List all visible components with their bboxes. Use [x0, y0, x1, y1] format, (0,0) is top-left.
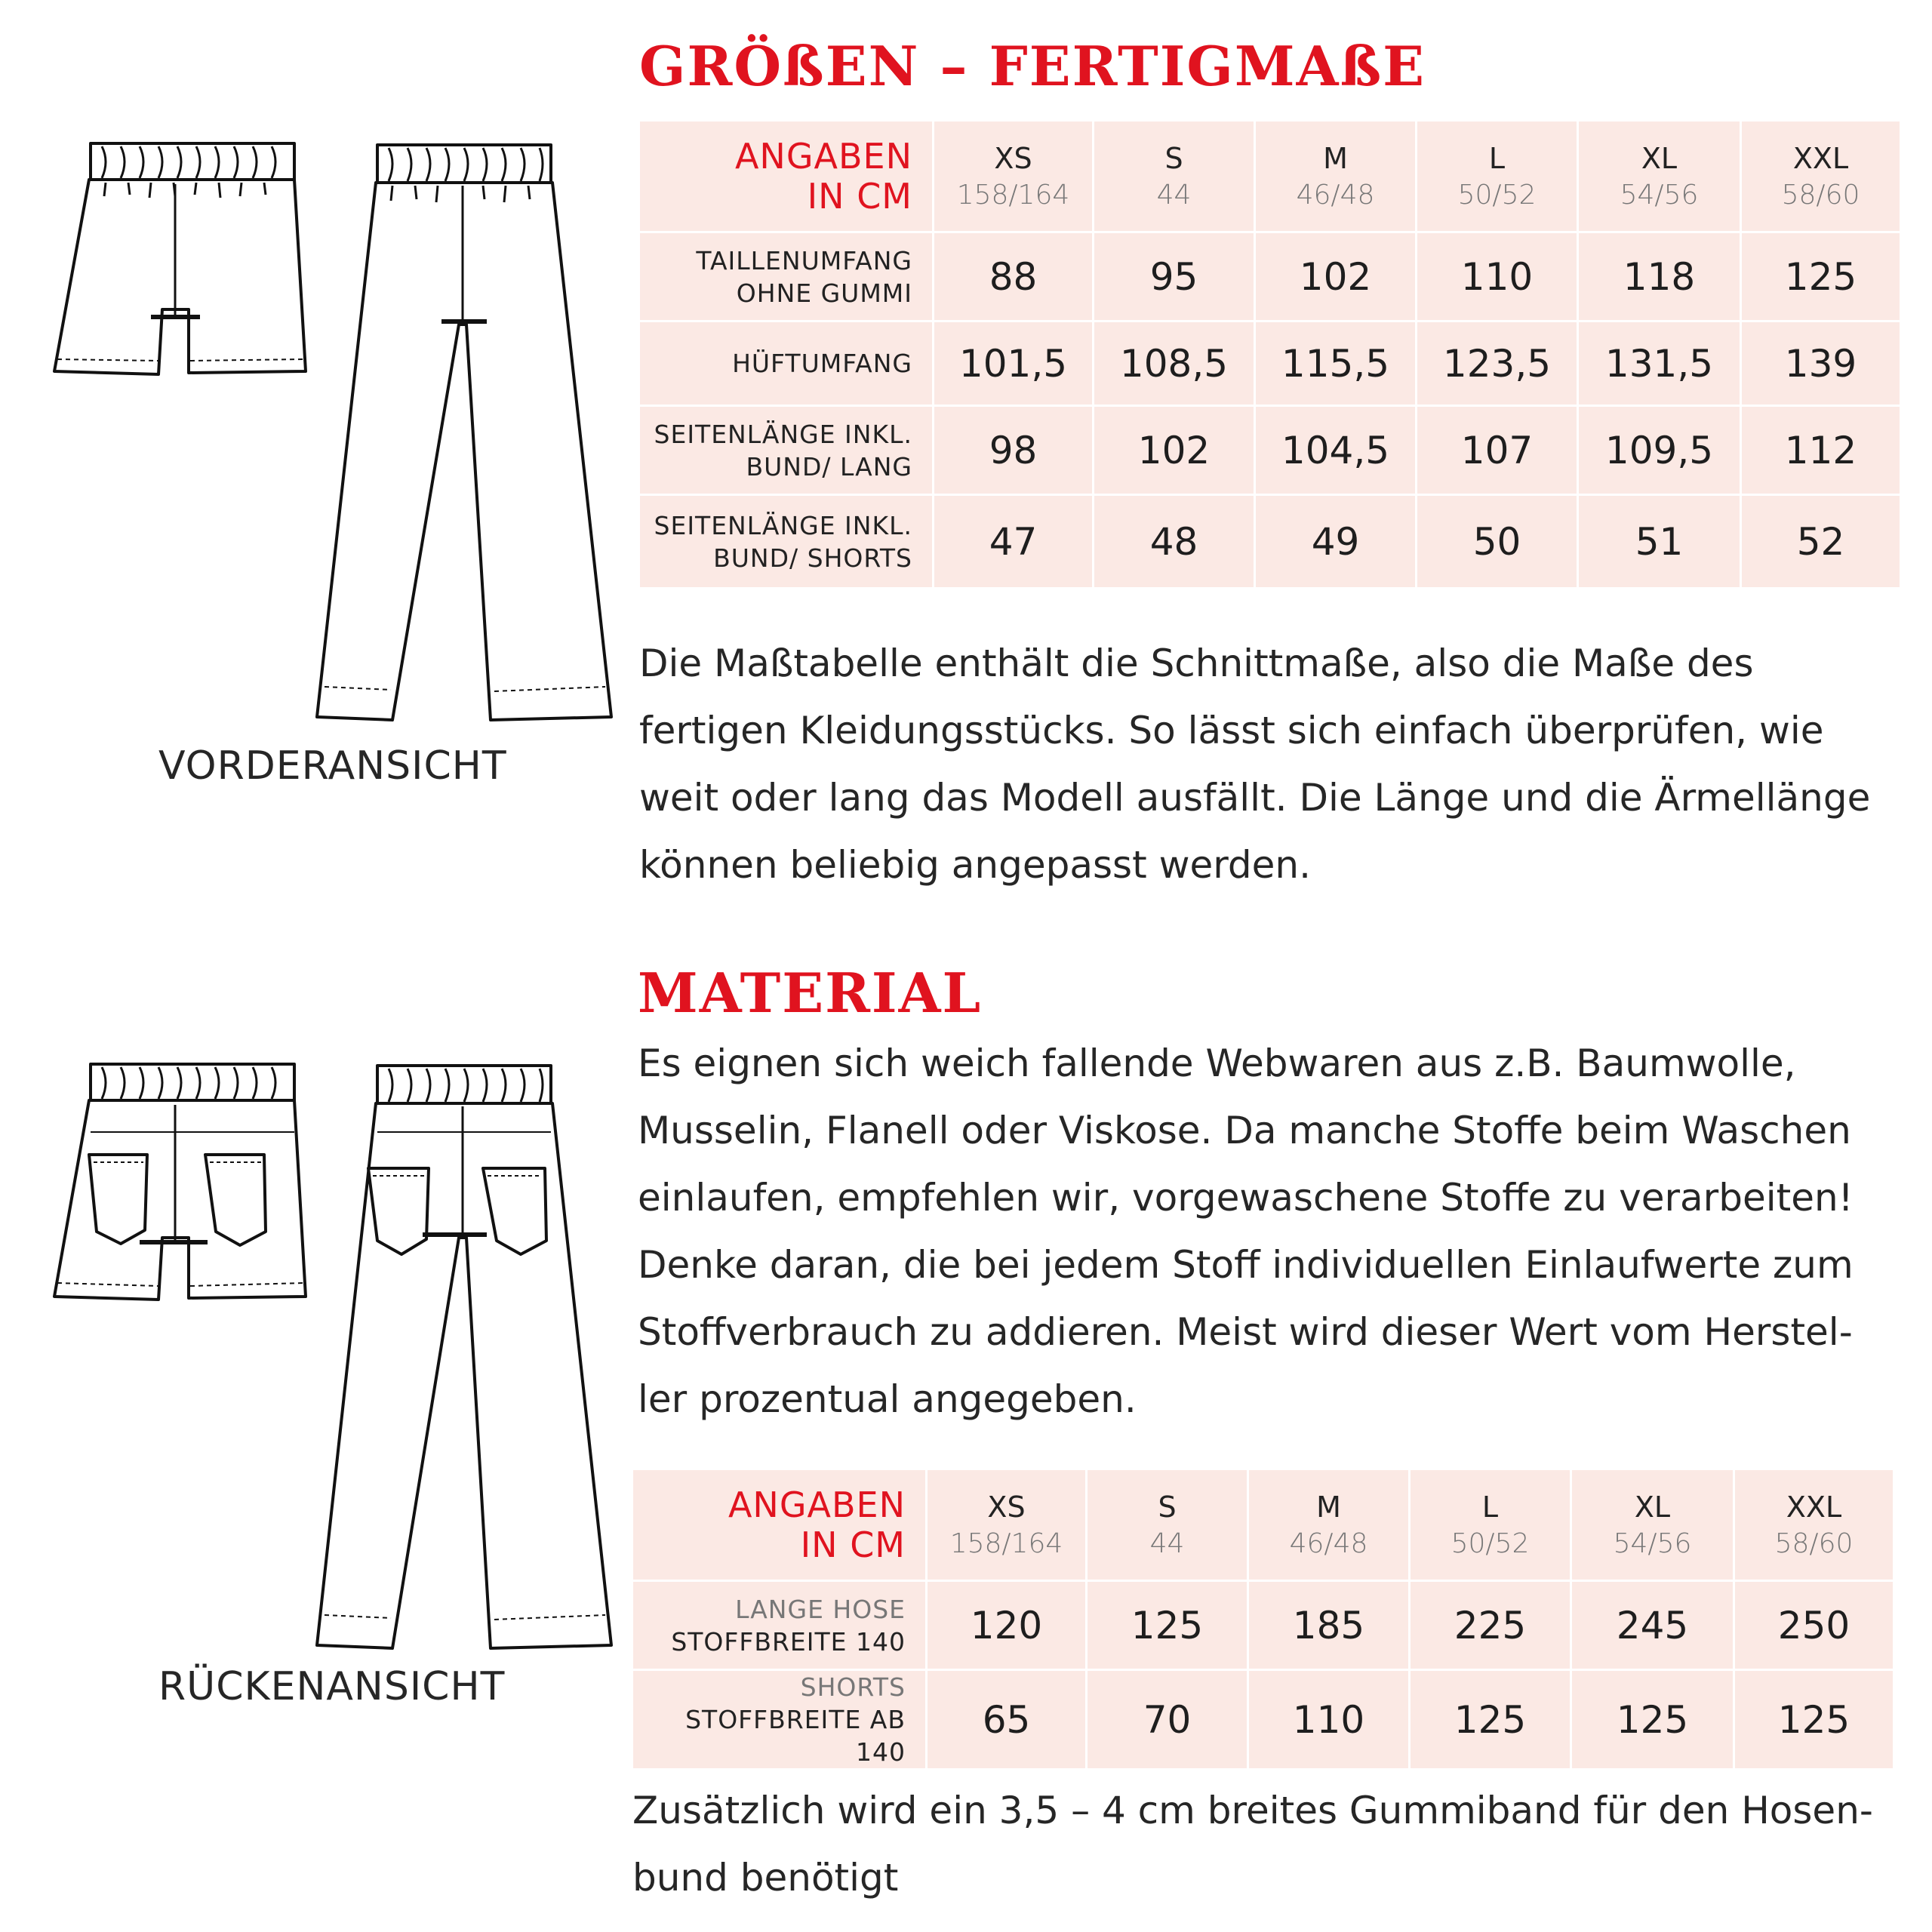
table-cell: 125	[1410, 1670, 1571, 1770]
size-header-s: S 44	[1087, 1469, 1248, 1581]
size-header-xl: XL 54/56	[1578, 121, 1741, 232]
table-cell: 250	[1734, 1581, 1894, 1670]
text-line: weit oder lang das Modell ausfällt. Die Länge und die Ärmellänge	[639, 776, 1871, 820]
table-cell: 108,5	[1094, 321, 1255, 406]
text-line: Zusätzlich wird ein 3,5 – 4 cm breites Gummiband für den Hosen-	[632, 1789, 1873, 1832]
front-pants-drawing	[302, 136, 619, 732]
table-cell: 115,5	[1255, 321, 1417, 406]
text-line: bund benötigt	[632, 1856, 899, 1900]
table-row	[639, 321, 1901, 406]
table-row	[632, 1670, 1894, 1770]
front-shorts-drawing	[45, 136, 317, 392]
table-cell: 125	[1734, 1670, 1894, 1770]
text-line: ler prozentual angegeben.	[638, 1377, 1137, 1421]
table-cell: 70	[1087, 1670, 1248, 1770]
elastic-footnote	[632, 1777, 1915, 1912]
table-cell: 245	[1571, 1581, 1734, 1670]
text-line: fertigen Kleidungsstücks. So lässt sich einfach überprüfen, wie	[639, 709, 1824, 752]
row-label: SEITENLÄNGE INKL. BUND/ LANG	[639, 406, 934, 495]
back-shorts-drawing	[45, 1057, 317, 1313]
table-cell: 109,5	[1578, 406, 1741, 495]
size-header-xs: XS 158/164	[934, 121, 1094, 232]
table-cell: 50	[1417, 495, 1578, 589]
table-cell: 112	[1741, 406, 1901, 495]
size-header-xxl: XXL 58/60	[1741, 121, 1901, 232]
table-cell: 107	[1417, 406, 1578, 495]
sizes-heading: GRÖßEN – FERTIGMAßE	[639, 34, 1426, 98]
row-label: SEITENLÄNGE INKL. BUND/ SHORTS	[639, 495, 934, 589]
table-cell: 47	[934, 495, 1094, 589]
material-description	[638, 1030, 1913, 1433]
text-line: Es eignen sich weich fallende Webwaren aus z.B. Baumwolle,	[638, 1041, 1796, 1085]
row-label: HÜFTUMFANG	[639, 321, 934, 406]
table-row	[632, 1581, 1894, 1670]
table-cell: 49	[1255, 495, 1417, 589]
row-label: LANGE HOSE STOFFBREITE 140	[632, 1581, 927, 1670]
table-cell: 120	[927, 1581, 1087, 1670]
table-cell: 139	[1741, 321, 1901, 406]
table-cell: 95	[1094, 232, 1255, 321]
size-header-l: L 50/52	[1417, 121, 1578, 232]
table-cell: 88	[934, 232, 1094, 321]
text-line: Stoffverbrauch zu addieren. Meist wird dieser Wert vom Herstel-	[638, 1310, 1853, 1354]
table-cell: 102	[1094, 406, 1255, 495]
unit-header: ANGABEN IN CM	[632, 1469, 927, 1581]
fabric-requirements-table	[631, 1468, 1895, 1770]
front-view-caption: VORDERANSICHT	[158, 743, 507, 789]
text-line: einlaufen, empfehlen wir, vorgewaschene Stoffe zu verarbeiten!	[638, 1176, 1854, 1220]
row-label: TAILLENUMFANG OHNE GUMMI	[639, 232, 934, 321]
table-cell: 110	[1248, 1670, 1410, 1770]
row-label: SHORTS STOFFBREITE AB 140	[632, 1670, 927, 1770]
material-heading: MATERIAL	[638, 961, 983, 1025]
table-header-row	[639, 121, 1901, 232]
size-header-s: S 44	[1094, 121, 1255, 232]
table-cell: 48	[1094, 495, 1255, 589]
table-cell: 98	[934, 406, 1094, 495]
table-cell: 123,5	[1417, 321, 1578, 406]
text-line: können beliebig angepasst werden.	[639, 843, 1312, 887]
table-cell: 225	[1410, 1581, 1571, 1670]
text-line: Die Maßtabelle enthält die Schnittmaße, also die Maße des	[639, 641, 1754, 685]
back-pants-drawing	[302, 1057, 619, 1660]
text-line: Denke daran, die bei jedem Stoff individuellen Einlaufwerte zum	[638, 1243, 1854, 1287]
table-cell: 118	[1578, 232, 1741, 321]
size-header-m: M 46/48	[1248, 1469, 1410, 1581]
size-header-xs: XS 158/164	[927, 1469, 1087, 1581]
table-row	[639, 495, 1901, 589]
table-cell: 125	[1087, 1581, 1248, 1670]
finished-measurements-table	[638, 119, 1902, 589]
size-header-l: L 50/52	[1410, 1469, 1571, 1581]
table-row	[639, 232, 1901, 321]
table-cell: 101,5	[934, 321, 1094, 406]
text-line: Musselin, Flanell oder Viskose. Da manche Stoffe beim Waschen	[638, 1109, 1851, 1152]
table-cell: 125	[1571, 1670, 1734, 1770]
table-row	[639, 406, 1901, 495]
table-cell: 125	[1741, 232, 1901, 321]
table-cell: 102	[1255, 232, 1417, 321]
table-cell: 110	[1417, 232, 1578, 321]
table-cell: 185	[1248, 1581, 1410, 1670]
table-cell: 65	[927, 1670, 1087, 1770]
sizes-description	[639, 630, 1907, 899]
back-view-caption: RÜCKENANSICHT	[158, 1664, 506, 1709]
table-cell: 131,5	[1578, 321, 1741, 406]
size-header-m: M 46/48	[1255, 121, 1417, 232]
size-header-xxl: XXL 58/60	[1734, 1469, 1894, 1581]
table-cell: 51	[1578, 495, 1741, 589]
table-header-row	[632, 1469, 1894, 1581]
table-cell: 52	[1741, 495, 1901, 589]
size-header-xl: XL 54/56	[1571, 1469, 1734, 1581]
table-cell: 104,5	[1255, 406, 1417, 495]
unit-header: ANGABEN IN CM	[639, 121, 934, 232]
